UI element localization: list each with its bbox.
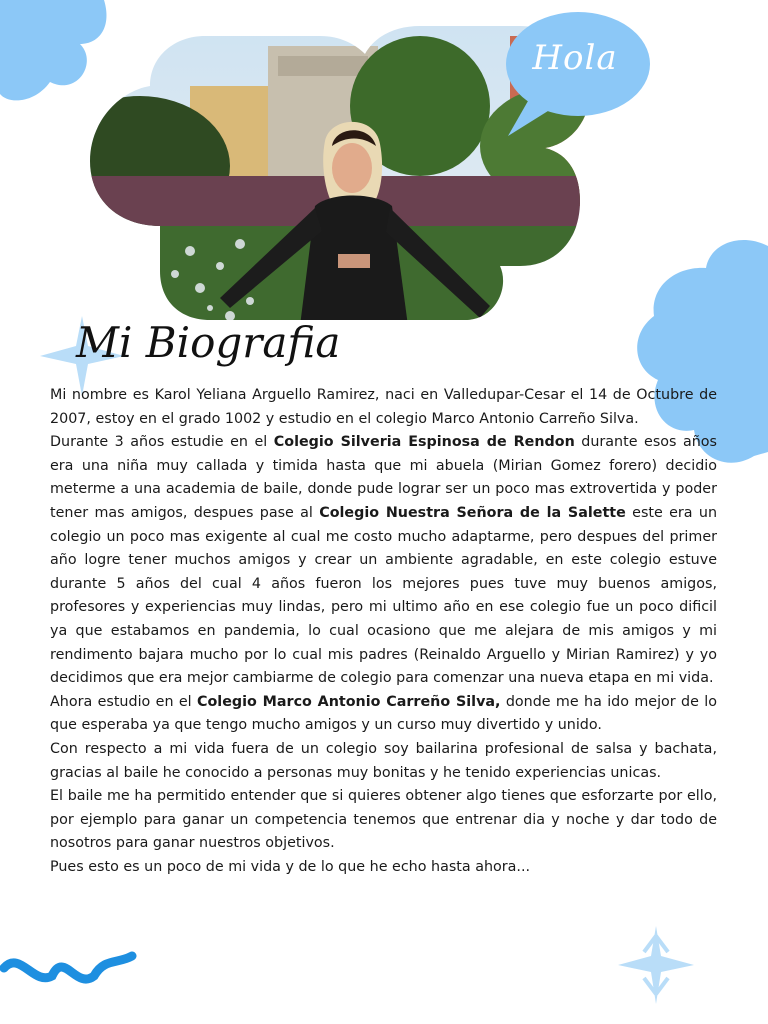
school-name-highlight: Colegio Nuestra Señora de la Salette — [319, 504, 626, 521]
page-title: Mi Biografia — [76, 318, 341, 367]
school-name-highlight: Colegio Silveria Espinosa de Rendon — [273, 434, 575, 451]
bio-paragraph: Mi nombre es Karol Yeliana Arguello Ramirez, naci en Valledupar-Cesar el 14 de Octubre de 2007, estoy en el grado 1002 y estudio en el colegio Marco Antonio Carreño Silva. — [50, 387, 717, 427]
bio-paragraph: Ahora estudio en el Colegio Marco Antonio Carreño Silva, donde me ha ido mejor de lo que esperaba ya que tengo mucho amigos y un curso muy divertido y unido. — [50, 693, 717, 734]
bio-paragraph: Pues esto es un poco de mi vida y de lo que he echo hasta ahora... — [50, 858, 531, 875]
sparkle-icon — [618, 926, 694, 1004]
school-name-highlight: Colegio Marco Antonio Carreño Silva, — [196, 693, 501, 710]
hola-text: Hola — [532, 38, 618, 78]
bio-paragraph: Durante 3 años estudie en el Colegio Silveria Espinosa de Rendon durante esos años era una niña muy callada y timida hasta que mi abuela (Mirian Gomez forero) decidio meterme a una academia de baile, donde pude lograr ser un poco mas extrovertida y poder tener mas amigos, despues pase al Colegio Nuestra Señora de la Salette este era un colegio un poco mas exigente al cual me costo mucho adaptarme, pero despues del primer año logre tener muchos amigos y crear un ambiente agradable, en este colegio estuve durante 5 años del cual 4 años fueron los mejores pues tuve muy buenos amigos, profesores y experiencias muy lindas, pero mi ultimo año en ese colegio fue un poco dificil ya que estabamos en pandemia, lo cual ocasiono que me alejara de mis amigos y mi rendimento bajara mucho por lo cual mis padres (Reinaldo Arguello y Mirian Ramirez) y yo decidimos que era mejor cambiarme de colegio para comenzar una nueva etapa en mi vida. — [50, 434, 718, 687]
wave-squiggle — [0, 946, 140, 1006]
bio-paragraph: Con respecto a mi vida fuera de un colegio soy bailarina profesional de salsa y bachata, gracias al baile he conocido a personas muy bonitas y he tenido experiencias unicas. — [50, 740, 717, 781]
bio-paragraph: El baile me ha permitido entender que si quieres obtener algo tienes que esforzarte por ello, por ejemplo para ganar un competencia tenemos que entrenar dia y noche y dar todo de nosotros para ganar nuestros objetivos. — [50, 788, 717, 852]
biography-text — [50, 384, 717, 879]
